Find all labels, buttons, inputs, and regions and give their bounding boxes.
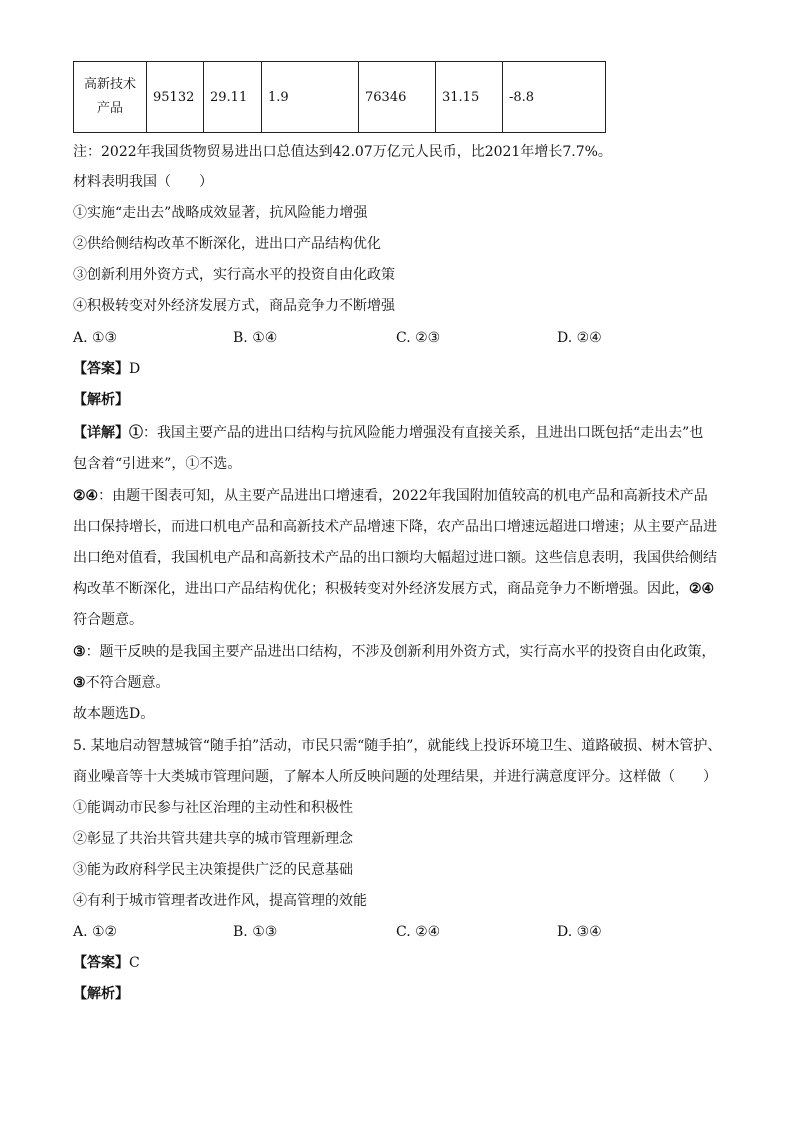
table-cell: 76346	[359, 62, 436, 133]
question-4-statement: ②供给侧结构改革不断深化，进出口产品结构优化	[73, 236, 381, 252]
option-c: C. ②③	[396, 330, 441, 346]
detail-paragraph-3-line1	[73, 642, 716, 662]
answer-value: C	[129, 955, 140, 971]
question-4-statement: ④积极转变对外经济发展方式，商品竞争力不断增强	[73, 298, 395, 314]
detail-text: ：我国主要产品的进出口结构与抗风险能力增强没有直接关系，且进出口既包括“走出去”也	[143, 425, 704, 441]
analysis-label: 【解析】	[73, 986, 129, 1002]
detail-paragraph-2-line4	[73, 579, 714, 599]
detail-text: ：由题干图表可知，从主要产品进出口增速看，2022年我国附加值较高的机电产品和高新技术产品	[98, 488, 708, 504]
detail-mark: ③	[73, 644, 86, 660]
table-cell: 31.15	[436, 62, 503, 133]
table-row	[74, 62, 606, 133]
answer-line	[73, 359, 140, 379]
answer-value: D	[129, 361, 141, 377]
table-cell: 29.11	[204, 62, 262, 133]
conclusion: 故本题选D。	[73, 706, 155, 722]
table-note: 注：2022年我国货物贸易进出口总值达到42.07万亿元人民币，比2021年增长7.7%。	[73, 144, 612, 160]
detail-mark: ①	[129, 425, 143, 441]
detail-paragraph-1-line1	[73, 423, 703, 443]
option-b: B. ①④	[233, 330, 278, 346]
table-cell-category	[74, 62, 147, 133]
detail-paragraph-2-line5: 符合题意。	[73, 612, 143, 628]
question-5-stem-line1: 5. 某地启动智慧城管“随手拍”活动，市民只需“随手拍”，就能线上投诉环境卫生、道路破损、树木管护、	[73, 738, 722, 754]
detail-mark: ②④	[73, 488, 99, 504]
analysis-label: 【解析】	[73, 392, 129, 408]
question-4-statement: ③创新利用外资方式，实行高水平的投资自由化政策	[73, 267, 395, 283]
detail-text: 不符合题意。	[85, 675, 170, 691]
detail-mark: ②④	[689, 581, 715, 597]
table-cell: 95132	[147, 62, 204, 133]
trade-data-table	[73, 61, 606, 133]
detail-paragraph-3-line2	[73, 673, 170, 693]
option-c: C. ②④	[396, 924, 441, 940]
question-5-statement: ①能调动市民参与社区治理的主动性和积极性	[73, 800, 353, 816]
detail-paragraph-1-line2: 包含着“引进来”，①不选。	[73, 456, 242, 472]
question-5-stem-line2: 商业噪音等十大类城市管理问题，了解本人所反映问题的处理结果，并进行满意度评分。这样做（ ）	[73, 769, 717, 785]
detail-text: ：题干反映的是我国主要产品进出口结构，不涉及创新利用外资方式，实行高水平的投资自由化政策，	[85, 644, 716, 660]
detail-tag: 【详解】	[73, 425, 129, 441]
detail-paragraph-2-line2: 出口保持增长，而进口机电产品和高新技术产品增速下降，农产品出口增速远超进口增速；从主要产品进	[73, 519, 717, 535]
answer-tag: 【答案】	[73, 361, 129, 377]
option-d: D. ②④	[557, 330, 602, 346]
analysis-tag	[73, 390, 129, 410]
question-5-statement: ②彰显了共治共管共建共享的城市管理新理念	[73, 831, 353, 847]
question-4-statement: ①实施“走出去”战略成效显著，抗风险能力增强	[73, 205, 368, 221]
detail-mark: ③	[73, 675, 86, 691]
analysis-tag	[73, 984, 129, 1004]
category-line1: 高新技术	[83, 77, 136, 92]
option-a: A. ①③	[73, 330, 118, 346]
category-line2: 产品	[96, 101, 123, 116]
detail-paragraph-2-line3: 出口绝对值看，我国机电产品和高新技术产品的出口额均大幅超过进口额。这些信息表明，我国供给侧结	[73, 550, 717, 566]
answer-line	[73, 953, 140, 973]
question-5-statement: ④有利于城市管理者改进作风，提高管理的效能	[73, 893, 367, 909]
answer-tag: 【答案】	[73, 955, 129, 971]
question-5-statement: ③能为政府科学民主决策提供广泛的民意基础	[73, 862, 353, 878]
detail-text: 构改革不断深化，进出口产品结构优化；积极转变对外经济发展方式，商品竞争力不断增强。因此，	[73, 581, 689, 597]
option-a: A. ①②	[73, 924, 118, 940]
table-cell: -8.8	[503, 62, 606, 133]
option-d: D. ③④	[557, 924, 602, 940]
table-cell: 1.9	[262, 62, 359, 133]
detail-paragraph-2-line1	[73, 486, 708, 506]
question-4-stem: 材料表明我国（ ）	[73, 174, 213, 190]
option-b: B. ①③	[233, 924, 278, 940]
